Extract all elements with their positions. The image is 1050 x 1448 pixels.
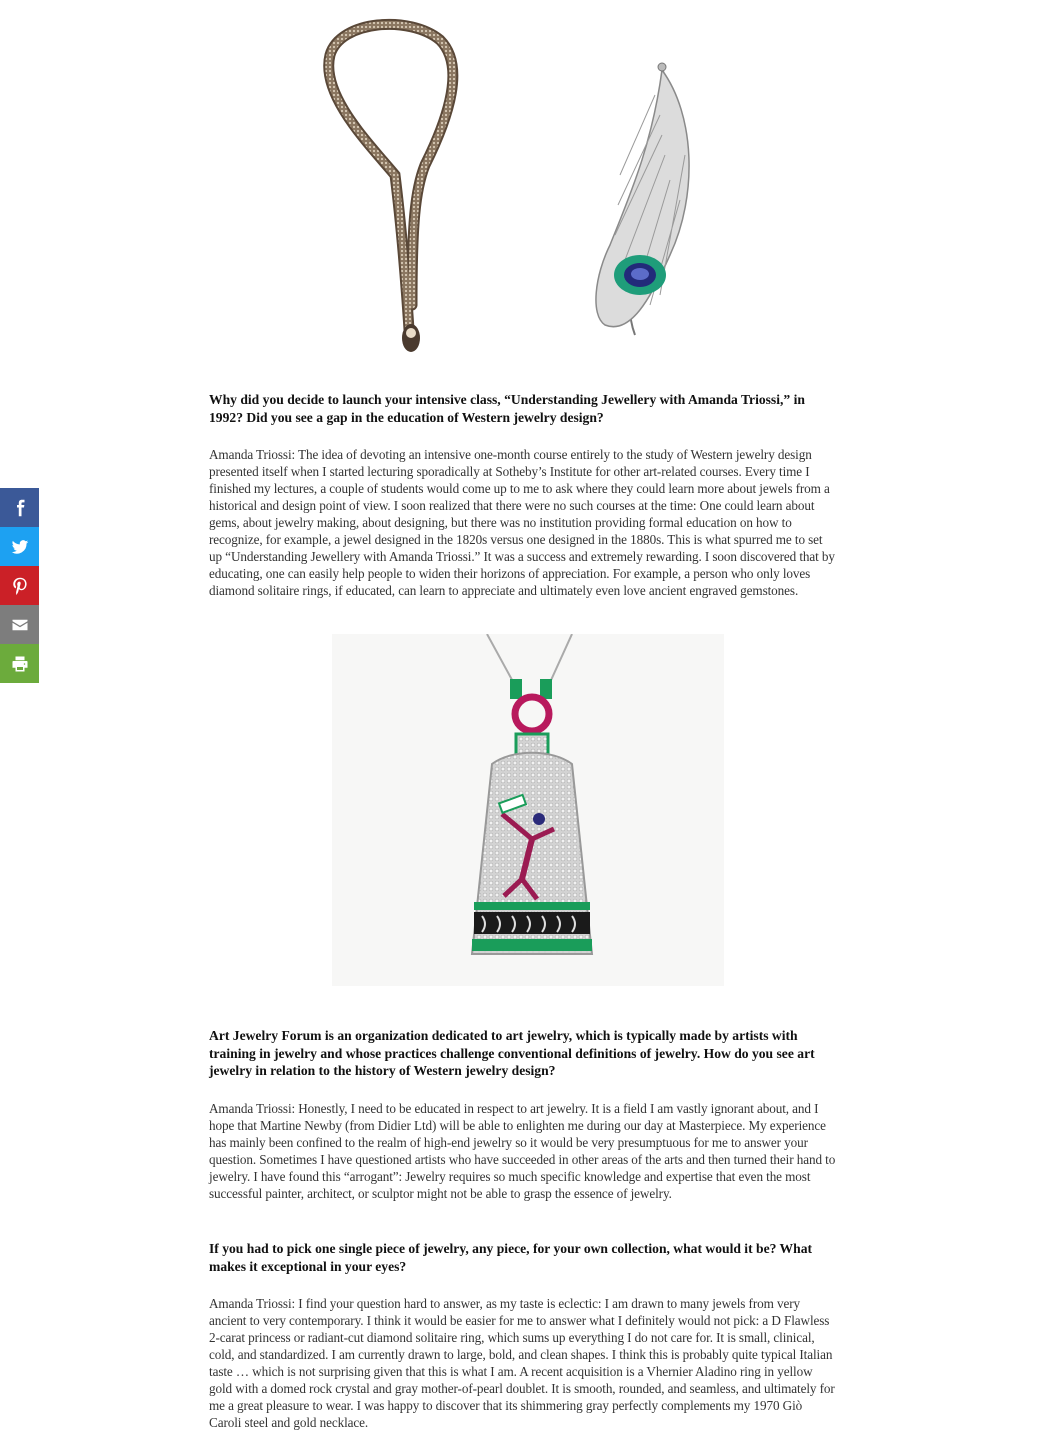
qa-section-3 — [209, 1240, 837, 1431]
email-icon — [11, 616, 29, 634]
jewelry-photo-art-deco-pendant — [332, 634, 724, 986]
twitter-share-button[interactable] — [0, 527, 39, 566]
qa-section-1 — [209, 391, 837, 599]
question-heading: Why did you decide to launch your intensive class, “Understanding Jewellery with Amanda Triossi,” in 1992? Did you see a gap in the education of Western jewelry design? — [209, 392, 805, 425]
peacock-feather-brooch — [596, 63, 689, 335]
pinterest-icon — [11, 577, 29, 595]
question-heading: Art Jewelry Forum is an organization dedicated to art jewelry, which is typically made by artists with training in jewelry and whose practices challenge conventional definitions of jewelry. How do you see art jewelry in relation to the history of Western jewelry design? — [209, 1028, 815, 1079]
art-deco-pendant — [472, 634, 592, 954]
answer-paragraph: Amanda Triossi: I find your question hard to answer, as my taste is eclectic: I am drawn to many jewels from very ancient to very contemporary. I think it would be easier for me to answer what I definitely would not pick: a D Flawless 2-carat princess or radiant-cut diamond solitaire ring, which sums up everything I do not care for. It is small, clinical, cold, and standardized. I am currently drawn to large, bold, and clean shapes. I think this is probably quite typical Italian taste … which is not surprising given that this is what I am. A recent acquisition is a Vhernier Aladino ring in yellow gold with a domed rock crystal and gray mother-of-pearl doublet. It is smooth, rounded, and seamless, and ultimately for me a great pleasure to wear. I was happy to discover that its shimmering gray perfectly complements my 1970 Giò Caroli steel and gold necklace. — [209, 1296, 835, 1431]
pinterest-share-button[interactable] — [0, 566, 39, 605]
jewelry-photo-necklace-and-brooch — [300, 5, 750, 365]
facebook-icon — [11, 499, 29, 517]
twitter-icon — [11, 538, 29, 556]
qa-section-2 — [209, 1027, 837, 1202]
answer-paragraph: Amanda Triossi: The idea of devoting an intensive one-month course entirely to the study of Western jewelry design presented itself when I started lecturing sporadically at Sotheby’s Institute for other art-related courses. Every time I finished my lectures, a couple of students would come up to me to ask where they could learn more about jewels from a historical and design point of view. I soon realized that there were no such courses at the time: One could learn about gems, about jewelry making, about designing, but there was no institution providing formal education on how to recognize, for example, a jewel designed in the 1820s versus one designed in the 1880s. This is what spurred me to set up “Understanding Jewellery with Amanda Triossi.” It was a success and extremely rewarding. I soon discovered that by educating, one can easily help people to widen their horizons of appreciation. For example, a person who only loves diamond solitaire rings, if educated, can learn to appreciate and ultimately even love ancient engraved gemstones. — [209, 447, 835, 599]
answer-paragraph: Amanda Triossi: Honestly, I need to be educated in respect to art jewelry. It is a field I am vastly ignorant about, and I hope that Martine Newby (from Didier Ltd) will be able to enlighten me during our day at Masterpiece. My experience has mainly been confined to the realm of high-end jewelry so it would be very presumptuous for me to answer your question. Sometimes I have questioned artists who have succeeded in other areas of the arts and then turned their hand to jewelry. I have found this “arrogant”: Jewelry requires so much specific knowledge and expertise that even the most successful painter, architect, or sculptor might not be able to grasp the essence of jewelry. — [209, 1101, 836, 1202]
print-button[interactable] — [0, 644, 39, 683]
social-share-bar — [0, 488, 39, 683]
print-icon — [11, 655, 29, 673]
question-heading: If you had to pick one single piece of jewelry, any piece, for your own collection, what would it be? What makes it exceptional in your eyes? — [209, 1241, 813, 1274]
serpent-necklace — [329, 24, 453, 352]
facebook-share-button[interactable] — [0, 488, 39, 527]
email-share-button[interactable] — [0, 605, 39, 644]
